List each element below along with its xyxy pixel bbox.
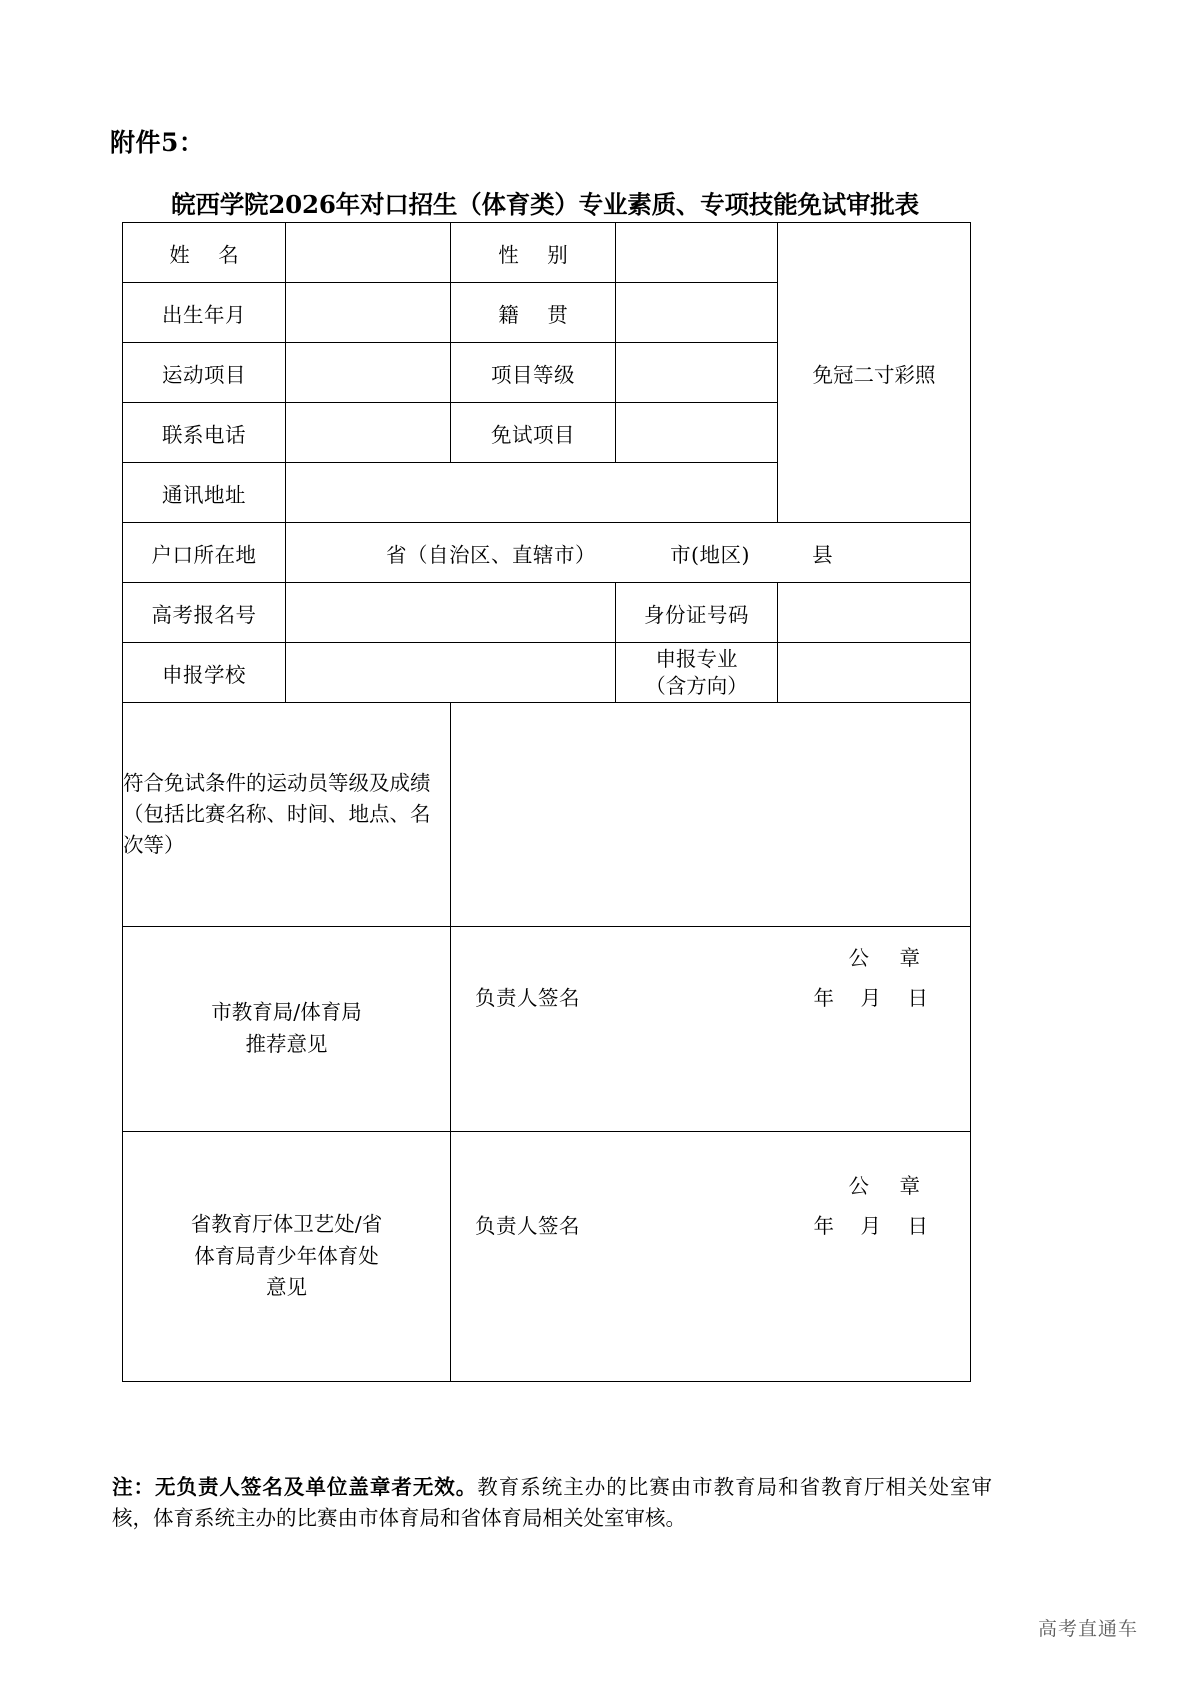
residence-province-label: 省（自治区、直辖市） — [386, 542, 596, 567]
table-row — [123, 1132, 971, 1382]
province-date-label: 年 月 日 — [813, 1213, 938, 1238]
gender-label: 性 别 — [451, 223, 616, 283]
phone-label: 联系电话 — [123, 403, 286, 463]
id-number-label: 身份证号码 — [616, 583, 778, 643]
page-title: 皖西学院2026年对口招生（体育类）专业素质、专项技能免试审批表 — [171, 190, 919, 219]
table-row — [123, 643, 971, 703]
city-bureau-opinion-field[interactable] — [451, 927, 971, 1132]
province-seal-label: 公 章 — [848, 1173, 932, 1198]
residence-field[interactable] — [286, 523, 971, 583]
apply-major-label — [616, 643, 778, 703]
city-bureau-label-line1: 市教育局/体育局 — [211, 1000, 362, 1025]
item-level-field[interactable] — [616, 343, 778, 403]
city-bureau-label-line2: 推荐意见 — [245, 1032, 328, 1056]
exam-reg-no-label: 高考报名号 — [123, 583, 286, 643]
native-place-label: 籍 贯 — [451, 283, 616, 343]
residence-county-label: 县 — [812, 542, 834, 567]
apply-major-label-line1: 申报专业 — [655, 647, 738, 672]
residence-label: 户口所在地 — [123, 523, 286, 583]
native-place-field[interactable] — [616, 283, 778, 343]
residence-city-label: 市(地区) — [670, 542, 751, 567]
province-bureau-label — [123, 1132, 451, 1382]
city-date-label: 年 月 日 — [813, 986, 938, 1010]
item-level-label: 项目等级 — [451, 343, 616, 403]
phone-field[interactable] — [286, 403, 451, 463]
province-bureau-label-line1: 省教育厅体卫艺处/省 — [190, 1211, 383, 1236]
province-bureau-label-line3: 意见 — [266, 1275, 307, 1300]
apply-major-field[interactable] — [778, 643, 971, 703]
table-row — [123, 703, 971, 927]
name-label: 姓 名 — [123, 223, 286, 283]
approval-form-table — [122, 222, 971, 1382]
footer-note-rest: 教育系统主办的比赛由市教育局和省教育厅相关处室审核，体育系统主办的比赛由市体育局和省体育局相关处室审核。 — [112, 1475, 993, 1530]
birth-label: 出生年月 — [123, 283, 286, 343]
exam-reg-no-field[interactable] — [286, 583, 616, 643]
attachment-label: 附件5： — [110, 128, 205, 157]
apply-school-label: 申报学校 — [123, 643, 286, 703]
table-row — [123, 523, 971, 583]
address-label: 通讯地址 — [123, 463, 286, 523]
footer-note-bold: 注：无负责人签名及单位盖章者无效。 — [112, 1475, 478, 1499]
table-row — [123, 583, 971, 643]
exempt-item-label: 免试项目 — [451, 403, 616, 463]
name-field[interactable] — [286, 223, 451, 283]
qualification-label: 符合免试条件的运动员等级及成绩（包括比赛名称、时间、地点、名次等） — [123, 703, 451, 927]
photo-placeholder: 免冠二寸彩照 — [778, 223, 971, 523]
qualification-field[interactable] — [451, 703, 971, 927]
city-bureau-label — [123, 927, 451, 1132]
apply-major-label-line2: （含方向） — [645, 673, 748, 698]
sport-item-field[interactable] — [286, 343, 451, 403]
sport-item-label: 运动项目 — [123, 343, 286, 403]
exempt-item-field[interactable] — [616, 403, 778, 463]
gender-field[interactable] — [616, 223, 778, 283]
footer-note — [112, 1472, 992, 1534]
table-row — [123, 927, 971, 1132]
apply-school-field[interactable] — [286, 643, 616, 703]
birth-field[interactable] — [286, 283, 451, 343]
province-bureau-opinion-field[interactable] — [451, 1132, 971, 1382]
table-row — [123, 223, 971, 283]
city-seal-label: 公 章 — [848, 946, 932, 970]
city-signature-label: 负责人签名 — [475, 986, 580, 1010]
address-field[interactable] — [286, 463, 778, 523]
id-number-field[interactable] — [778, 583, 971, 643]
province-bureau-label-line2: 体育局青少年体育处 — [194, 1243, 379, 1268]
watermark: 高考直通车 — [1037, 1618, 1138, 1640]
province-signature-label: 负责人签名 — [475, 1213, 580, 1238]
